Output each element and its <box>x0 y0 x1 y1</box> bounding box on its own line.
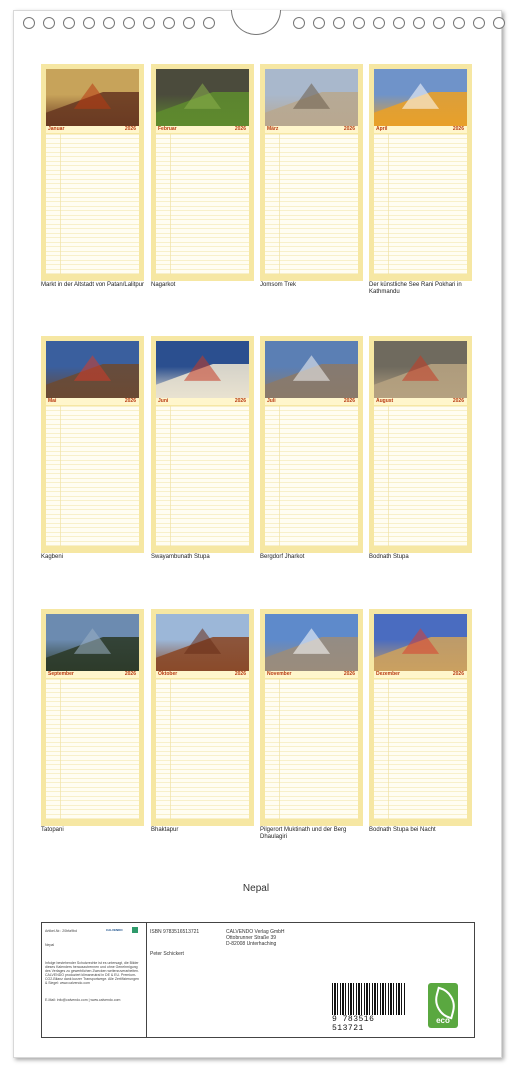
month-name: Juli <box>267 398 276 404</box>
month-name: September <box>48 671 74 677</box>
month-caption: Pilgerort Muktinath und der Berg Dhaulagiri <box>260 827 347 840</box>
binding-hole <box>333 17 345 29</box>
month-photo <box>374 614 467 671</box>
month-caption: Swayambunath Stupa <box>151 554 210 560</box>
month-header <box>46 126 139 133</box>
binding-hole <box>373 17 385 29</box>
month-name: Dezember <box>376 671 400 677</box>
publisher-logo: CALVENDO <box>106 928 123 932</box>
binding-hole <box>83 17 95 29</box>
month-caption: Kagbeni <box>41 554 64 560</box>
month-day-grid <box>374 679 467 819</box>
binding-hole <box>493 17 505 29</box>
month-year: 2026 <box>452 671 464 677</box>
month-day-grid <box>156 406 249 546</box>
barcode <box>332 983 406 1033</box>
month-card <box>151 336 254 553</box>
logo-mark-icon <box>132 927 138 933</box>
month-day-grid <box>46 134 139 274</box>
month-photo <box>374 341 467 398</box>
month-year: 2026 <box>343 398 355 404</box>
month-card <box>151 609 254 826</box>
month-header <box>265 126 358 133</box>
month-caption: Markt in der Altstadt von Patan/Lalitpur <box>41 282 145 288</box>
month-year: 2026 <box>343 126 355 132</box>
month-card <box>41 64 144 281</box>
month-photo <box>46 69 139 126</box>
month-day-grid <box>156 134 249 274</box>
binding-hole <box>453 17 465 29</box>
barcode-bars <box>332 983 406 1015</box>
month-header <box>46 398 139 405</box>
calendar-title: Nepal <box>242 883 270 894</box>
month-name: Juni <box>158 398 169 404</box>
month-caption: Bhaktapur <box>151 827 179 833</box>
binding-hole <box>63 17 75 29</box>
month-day-grid <box>374 134 467 274</box>
month-header <box>374 398 467 405</box>
month-card <box>369 336 472 553</box>
month-caption: Bergdorf Jharkot <box>260 554 305 560</box>
month-year: 2026 <box>124 398 136 404</box>
month-caption: Bodnath Stupa <box>369 554 409 560</box>
month-caption: Der künstliche See Rani Pokhari in Kathmandu <box>369 282 462 295</box>
month-name: November <box>267 671 292 677</box>
isbn: ISBN 9783516513721 <box>150 929 200 935</box>
binding-hole <box>23 17 35 29</box>
month-year: 2026 <box>234 126 246 132</box>
binding-hole <box>43 17 55 29</box>
binding-hole <box>433 17 445 29</box>
month-day-grid <box>46 679 139 819</box>
month-photo <box>156 614 249 671</box>
binding-hole <box>293 17 305 29</box>
month-name: Januar <box>48 126 65 132</box>
barcode-number: 9 783516 513721 <box>332 1015 375 1033</box>
month-year: 2026 <box>124 126 136 132</box>
month-year: 2026 <box>234 398 246 404</box>
binding-hole <box>203 17 215 29</box>
binding-hole <box>103 17 115 29</box>
leaf-icon <box>431 987 459 1020</box>
author: Peter Schickert <box>150 951 184 957</box>
month-day-grid <box>265 679 358 819</box>
binding-hole <box>393 17 405 29</box>
binding-hole <box>183 17 195 29</box>
eco-badge <box>428 983 458 1028</box>
month-caption: Jomsom Trek <box>260 282 297 288</box>
month-year: 2026 <box>452 126 464 132</box>
publisher-street: Ottobrunner Straße 39 <box>226 935 277 941</box>
month-card <box>41 609 144 826</box>
contact-info: E-Mail: info@calvendo.com | www.calvendo.com <box>45 998 121 1002</box>
legal-column <box>42 923 147 1037</box>
month-caption: Bodnath Stupa bei Nacht <box>369 827 436 833</box>
legal-notice: Infolge bestehender Schutzrechte ist es untersagt, die Bilder dieses Kalenders herauszutrennen und ohne Genehmigung des Verlages zu gewerblichen Zwecken weiterzuverarbeiten. CALVENDO produziert klimaneutral in DE & EU. Premium-CO2-Bilanz dank kurzer Transportwege. Alle Zertifizierungen & Siegel: www.calvendo.com <box>45 961 139 985</box>
month-name: April <box>376 126 388 132</box>
month-year: 2026 <box>124 671 136 677</box>
month-name: Februar <box>158 126 177 132</box>
month-header <box>156 126 249 133</box>
month-photo <box>46 341 139 398</box>
month-day-grid <box>265 406 358 546</box>
month-card <box>260 336 363 553</box>
month-card <box>260 64 363 281</box>
month-caption: Tatopani <box>41 827 64 833</box>
month-header <box>46 671 139 678</box>
month-header <box>156 671 249 678</box>
month-card <box>260 609 363 826</box>
binding-hole <box>413 17 425 29</box>
month-day-grid <box>374 406 467 546</box>
month-photo <box>156 341 249 398</box>
binding-hole <box>353 17 365 29</box>
month-day-grid <box>265 134 358 274</box>
month-year: 2026 <box>452 398 464 404</box>
month-day-grid <box>46 406 139 546</box>
month-photo <box>265 614 358 671</box>
publisher-city: D-82008 Unterhaching <box>226 941 277 947</box>
month-day-grid <box>156 679 249 819</box>
month-card <box>369 64 472 281</box>
month-photo <box>374 69 467 126</box>
month-header <box>265 398 358 405</box>
binding-hole <box>473 17 485 29</box>
month-card <box>41 336 144 553</box>
month-card <box>151 64 254 281</box>
month-header <box>265 671 358 678</box>
publisher-name: CALVENDO Verlag GmbH <box>226 929 285 935</box>
month-year: 2026 <box>343 671 355 677</box>
product-name: Nepal <box>45 943 55 947</box>
month-header <box>374 671 467 678</box>
month-name: März <box>267 126 279 132</box>
month-name: August <box>376 398 394 404</box>
eco-label: eco <box>436 1016 450 1025</box>
article-number: Artikel-Nr.: 20bfa9bd <box>45 929 77 933</box>
month-photo <box>156 69 249 126</box>
month-caption: Nagarkot <box>151 282 176 288</box>
month-header <box>156 398 249 405</box>
back-cover-info <box>41 922 475 1038</box>
month-name: Oktober <box>158 671 178 677</box>
month-card <box>369 609 472 826</box>
binding-hole <box>313 17 325 29</box>
month-photo <box>265 341 358 398</box>
binding-hole <box>163 17 175 29</box>
month-photo <box>46 614 139 671</box>
month-name: Mai <box>48 398 57 404</box>
month-photo <box>265 69 358 126</box>
month-header <box>374 126 467 133</box>
binding-hole <box>143 17 155 29</box>
binding-hole <box>123 17 135 29</box>
month-year: 2026 <box>234 671 246 677</box>
